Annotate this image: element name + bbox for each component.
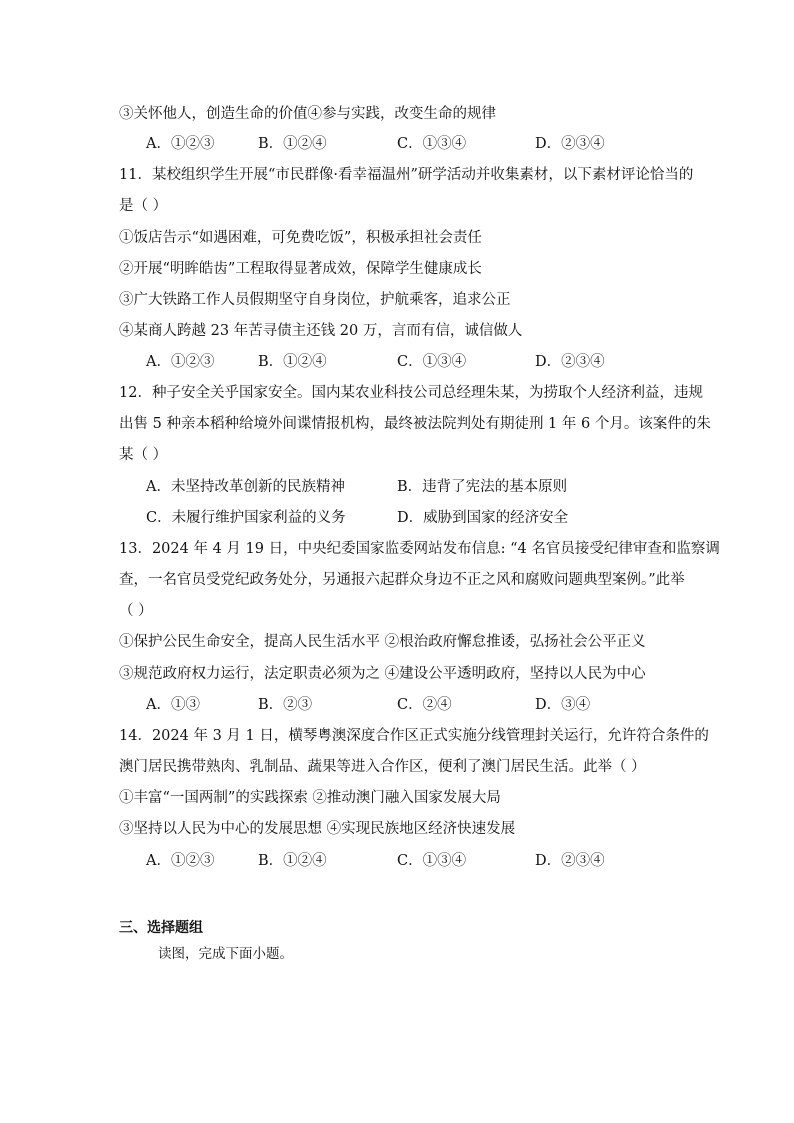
q11-item-1: ①饭店告示“如遇困难，可免费吃饭”，积极承担社会责任 [119, 230, 482, 246]
q14-items-row2: ③坚持以人民为中心的发展思想 ④实现民族地区经济快速发展 [119, 821, 516, 837]
q11-item-2: ②开展“明眸皓齿”工程取得显著成效，保障学生健康成长 [119, 261, 482, 277]
q14-items-row1: ①丰富“一国两制”的实践探索 ②推动澳门融入国家发展大局 [119, 790, 501, 806]
q13-option-b[interactable]: B．②③ [258, 697, 313, 713]
q14-option-d[interactable]: D．②③④ [535, 853, 605, 869]
section-heading: 三、选择题组 [119, 920, 203, 936]
q12-option-d[interactable]: D．威胁到国家的经济安全 [397, 510, 569, 526]
q11-option-c[interactable]: C．①③④ [397, 354, 467, 370]
q13-option-c[interactable]: C．②④ [397, 697, 452, 713]
q14-option-c[interactable]: C．①③④ [397, 853, 467, 869]
q12-option-b[interactable]: B．违背了宪法的基本原则 [397, 479, 568, 495]
q13-option-d[interactable]: D．③④ [535, 697, 591, 713]
q11-stem-line2: 是（ ） [119, 198, 168, 214]
q11-item-3: ③广大铁路工作人员假期坚守自身岗位，护航乘客，追求公正 [119, 292, 511, 308]
q13-option-a[interactable]: A．①③ [146, 697, 200, 713]
q10-option-b[interactable]: B．①②④ [258, 136, 327, 152]
q10-stem-continued: ③关怀他人，创造生命的价值④参与实践，改变生命的规律 [119, 106, 496, 122]
q11-stem-line1: 11．某校组织学生开展“市民群像·看幸福温州”研学活动并收集素材，以下素材评论恰当的 [119, 167, 694, 183]
q11-option-b[interactable]: B．①②④ [258, 354, 327, 370]
q13-items-row1: ①保护公民生命安全，提高人民生活水平 ②根治政府懈怠推诿，弘扬社会公平正义 [119, 634, 646, 650]
q13-stem-line2: 查，一名官员受党纪政务处分，另通报六起群众身边不正之风和腐败问题典型案例。”此举 [119, 572, 685, 588]
q14-stem-line2: 澳门居民携带熟肉、乳制品、蔬果等进入合作区，便利了澳门居民生活。此举（ ） [119, 759, 646, 775]
q12-stem-line1: 12．种子安全关乎国家安全。国内某农业科技公司总经理朱某，为捞取个人经济利益，违规 [119, 385, 703, 401]
q14-stem-line1: 14．2024 年 3 月 1 日，横琴粤澳深度合作区正式实施分线管理封关运行，允许符合条件的 [119, 728, 709, 744]
section-intro: 读图，完成下面小题。 [158, 946, 293, 962]
q10-option-a[interactable]: A．①②③ [146, 136, 215, 152]
q12-option-c[interactable]: C．未履行维护国家利益的义务 [146, 510, 346, 526]
q10-option-c[interactable]: C．①③④ [397, 136, 467, 152]
q13-stem-line3: （ ） [119, 603, 153, 619]
q11-option-d[interactable]: D．②③④ [535, 354, 605, 370]
q14-option-b[interactable]: B．①②④ [258, 853, 327, 869]
q13-stem-line1: 13．2024 年 4 月 19 日，中央纪委国家监委网站发布信息: “4 名官员接受纪律审查和监察调 [119, 541, 720, 557]
q10-option-d[interactable]: D．②③④ [535, 136, 605, 152]
q12-stem-line3: 某（ ） [119, 447, 168, 463]
q11-option-a[interactable]: A．①②③ [146, 354, 215, 370]
q13-items-row2: ③规范政府权力运行，法定职责必须为之 ④建设公平透明政府，坚持以人民为中心 [119, 666, 646, 682]
q12-stem-line2: 出售 5 种亲本稻种给境外间谍情报机构，最终被法院判处有期徒刑 1 年 6 个月。该案件的朱 [119, 416, 711, 432]
q12-option-a[interactable]: A．未坚持改革创新的民族精神 [146, 479, 345, 495]
q11-item-4: ④某商人跨越 23 年苦寻债主还钱 20 万，言而有信，诚信做人 [119, 323, 523, 339]
q14-option-a[interactable]: A．①②③ [146, 853, 215, 869]
